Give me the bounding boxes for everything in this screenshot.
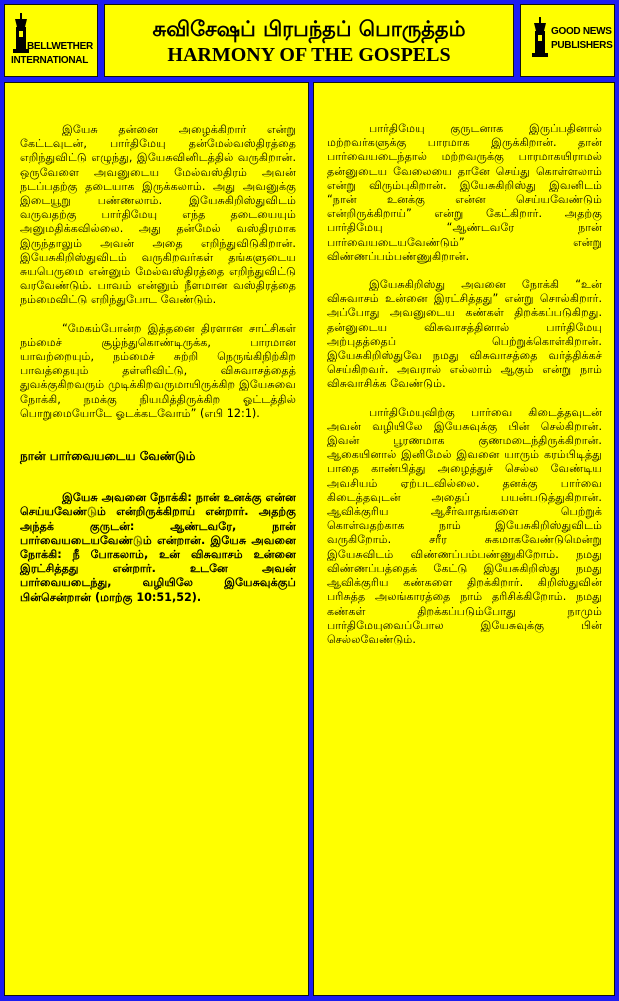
right-column xyxy=(313,82,615,996)
section-heading: நான் பார்வையடைய வேண்டும் xyxy=(20,449,196,464)
title-tamil: சுவிசேஷப் பிரபந்தப் பொருத்தம் xyxy=(152,17,466,41)
title-english: HARMONY OF THE GOSPELS xyxy=(167,44,451,66)
title-banner xyxy=(104,4,514,77)
left-text-block xyxy=(20,123,296,605)
left-paragraph-3-scripture: இயேசு அவனை நோக்கி: நான் உனக்கு என்ன செய்யவேண்டும் என்றிருக்கிறாய் என்றார். அதற்கு அந்தக் குருடன்: ஆண்டவரே, நான் பார்வையடையவேண்டும் என்றான். இயேசு அவனை நோக்கி: நீ போகலாம், உன் விசுவாசம் உன்னை இரட்சித்தது என்றார். உடனே அவன் பார்வையடைந்து, வழியிலே இயேசுவுக்குப் பின்சென்றான் (மாற்கு 10:51,52). xyxy=(20,491,296,604)
good-news-logo xyxy=(520,4,615,77)
logo-right-line2: PUBLISHERS xyxy=(551,40,613,51)
bell-tower-icon xyxy=(531,17,549,57)
right-text-block xyxy=(327,122,602,647)
left-paragraph-1: இயேசு தன்னை அழைக்கிறார் என்று கேட்டவுடன், பார்திமேயு தன்மேல்வஸ்திரத்தை எறிந்துவிட்டு எழுந்து, இயேசுவினிடத்தில் வருகிறான். ஒருவேளை அவனுடைய மேல்வஸ்திரம் அவன் நடப்பதற்கு தடையாக இருக்கலாம். அது அவனுக்கு இடையூறு பண்ணலாம். இயேசுகிறிஸ்துவிடம் வருவதற்கு பார்திமேயு எந்த தடையையும் அனுமதிக்கவில்லை. அது தன்மேல் வஸ்திரமாக இருந்தாலும் அவன் அதை எறிந்துவிடுகிறான். இயேசுகிறிஸ்துவிடம் வருகிறவர்கள் தங்களுடைய சுயபெருமை என்னும் மேல்வஸ்திரத்தை எறிந்துவிட்டு வரவேண்டும். பாவம் என்னும் நீளமான வஸ்திரத்தை நம்மைவிட்டு எறிந்துபோட வேண்டும். xyxy=(20,123,296,307)
left-paragraph-2: “மேகம்போன்ற இத்தனை திரளான சாட்சிகள் நம்மைச் சூழ்ந்துகொண்டிருக்க, பாரமான யாவற்றையும், நம்மைச் சுற்றி நெருங்கிநிற்கிற பாவத்தையும் தள்ளிவிட்டு, விசுவாசத்தைத் துவக்குகிறவரும் முடிக்கிறவருமாயிருக்கிற இயேசுவை நோக்கி, நமக்கு நியமித்திருக்கிற ஓட்டத்தில் பொறுமையோடே ஓடக்கடவோம்” (எபி 12:1). xyxy=(20,321,296,420)
logo-left-line1: BELLWETHER xyxy=(27,41,93,52)
left-column xyxy=(4,82,309,996)
right-paragraph-3: பார்திமேயுவிற்கு பார்வை கிடைத்தவுடன் அவன் வழியிலே இயேசுவுக்கு பின் செல்கிறான். இவன் பூரணமாக குணமடைந்திருக்கிறான். ஆகையினால் இனிமேல் இவனை யாரும் கரம்பிடித்து பாதை காண்பித்து அழைத்துச் செல்ல வேண்டிய அவசியம் ஏற்படவில்லை. தனக்கு பார்வை கிடைத்தவுடன் அதைப் பயன்படுத்துகிறான். ஆவிக்குரிய ஆசீர்வாதங்களை பெற்றுக் கொள்வதற்காக நாம் இயேசுகிறிஸ்துவிடம் வருகிறோம். சரீர சுகமாகவேண்டுமென்று இயேசுவிடம் விண்ணப்பம்பண்ணுகிறோம். நமது விண்ணப்பத்தைக் கேட்டு இயேசுகிறிஸ்து நமது ஆவிக்குரிய கண்களை திறக்கிறார். கிறிஸ்துவின் பரிசுத்த அலங்காரத்தை நாம் தரிசிக்கிறோம். நமது கண்கள் திறக்கப்படும்போது நாமும் பார்திமேயுவைப்போல இயேசுவுக்கு பின் செல்லவேண்டும். xyxy=(327,405,602,646)
logo-right-line1: GOOD NEWS xyxy=(551,26,612,37)
right-paragraph-1: பார்திமேயு குருடனாக இருப்பதினால் மற்றவர்களுக்கு பாரமாக இருக்கிறான். தான் பார்வையடைந்தால் மற்றவருக்கு பாரமாகயிராமல் தன்னுடைய வேலையை தானே செய்து கொள்ளலாம் என்று விரும்புகிறான். இயேசுகிறிஸ்து இவனிடம் “நான் உனக்கு என்ன செய்யவேண்டும் என்றிருக்கிறாய்” என்று கேட்கிறார். அதற்கு பார்திமேயு “ஆண்டவரே நான் பார்வையடையவேண்டும்” என்று விண்ணப்பம்பண்ணுகிறான். xyxy=(327,122,602,263)
logo-left-line2: INTERNATIONAL xyxy=(11,55,89,66)
bellwether-logo xyxy=(4,4,98,77)
right-paragraph-2: இயேசுகிறிஸ்து அவனை நோக்கி “உன் விசுவாசம் உன்னை இரட்சித்தது” என்று சொல்கிறார். அப்போது அவனுடைய கண்கள் திறக்கப்படுகிறது. தன்னுடைய விசுவாசத்தினால் பார்திமேயு அற்புதத்தைப் பெற்றுக்கொள்கிறான். இயேசுகிறிஸ்துவே நமது விசுவாசத்தை வர்த்திக்கச் செய்கிறவர். அவரால் எல்லாம் ஆகும் என்று நாம் விசுவாசிக்க வேண்டும். xyxy=(327,278,602,391)
